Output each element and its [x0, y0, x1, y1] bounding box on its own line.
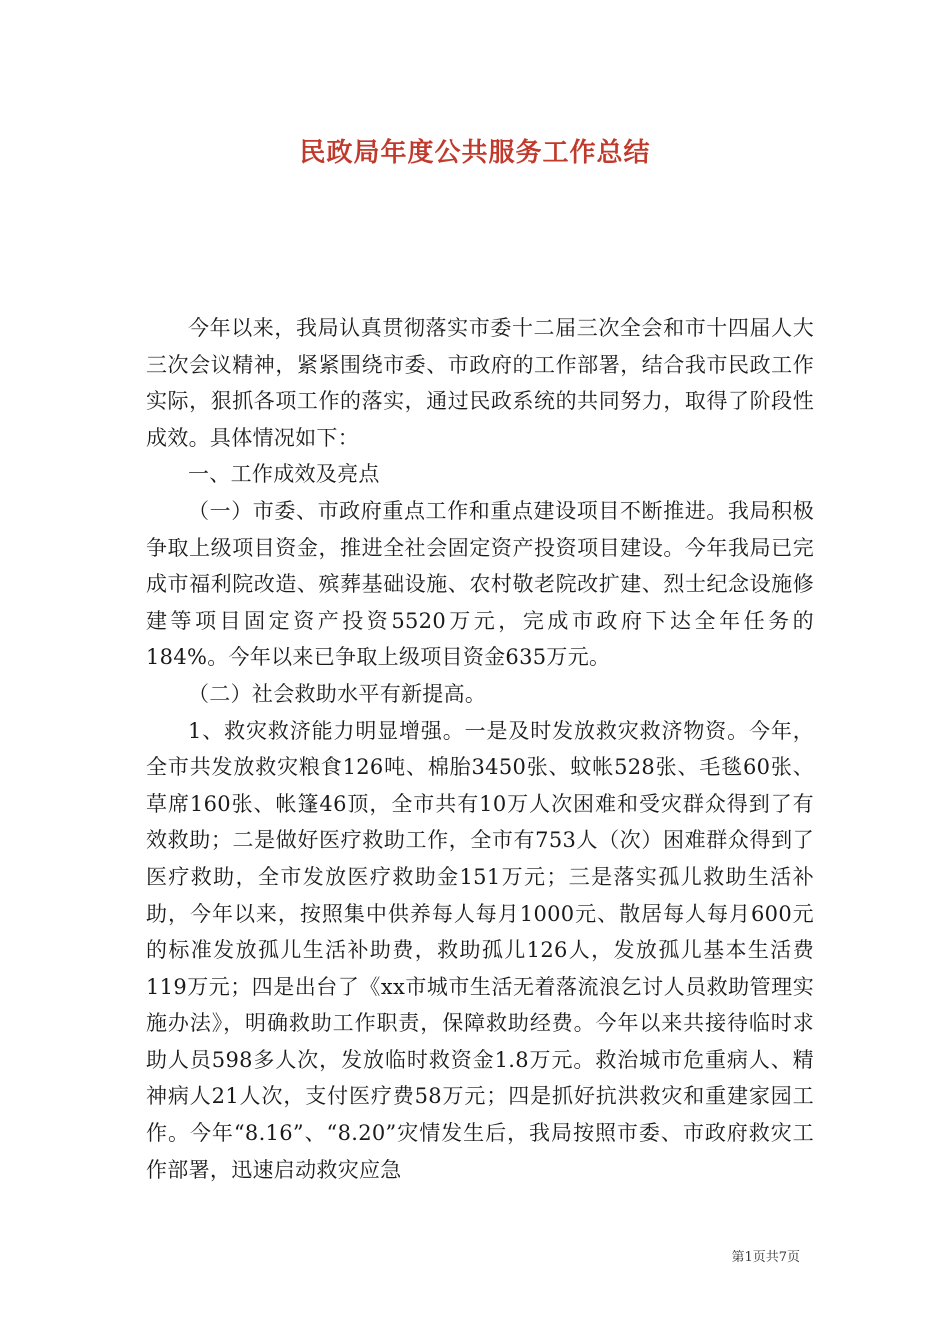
document-body [146, 310, 814, 1188]
document-title: 民政局年度公共服务工作总结 [299, 138, 651, 168]
page-number: 第1页共7页 [731, 1250, 800, 1265]
subsection-heading-2: （二）社会救助水平有新提高。 [188, 681, 487, 706]
relief-paragraph: 1、救灾救济能力明显增强。一是及时发放救灾救济物资。今年，全市共发放救灾粮食126吨、棉胎3450张、蚊帐528张、毛毯60张、草席160张、帐篷46顶，全市共有10万人次困难和受灾群众得到了有效救助；二是做好医疗救助工作，全市有753人（次）困难群众得到了医疗救助，全市发放医疗救助金151万元；三是落实孤儿救助生活补助，今年以来，按照集中供养每人每月1000元、散居每人每月600元的标准发放孤儿生活补助费，救助孤儿126人，发放孤儿基本生活费119万元；四是出台了《xx市城市生活无着落流浪乞讨人员救助管理实施办法》，明确救助工作职责，保障救助经费。今年以来共接待临时求助人员598多人次，发放临时救资金1.8万元。救治城市危重病人、精神病人21人次，支付医疗费58万元；四是抓好抗洪救灾和重建家园工作。今年“8.16”、“8.20”灾情发生后，我局按照市委、市政府救灾工作部署，迅速启动救灾应急 [146, 718, 814, 1182]
intro-paragraph: 今年以来，我局认真贯彻落实市委十二届三次全会和市十四届人大三次会议精神，紧紧围绕市委、市政府的工作部署，结合我市民政工作实际，狠抓各项工作的落实，通过民政系统的共同努力，取得了阶段性成效。具体情况如下： [146, 316, 814, 450]
subsection-paragraph-1: （一）市委、市政府重点工作和重点建设项目不断推进。我局积极争取上级项目资金，推进全社会固定资产投资项目建设。今年我局已完成市福利院改造、殡葬基础设施、农村敬老院改扩建、烈士纪念设施修建等项目固定资产投资5520万元，完成市政府下达全年任务的184%。今年以来已争取上级项目资金635万元。 [146, 498, 814, 670]
section-heading-1: 一、工作成效及亮点 [188, 462, 380, 487]
